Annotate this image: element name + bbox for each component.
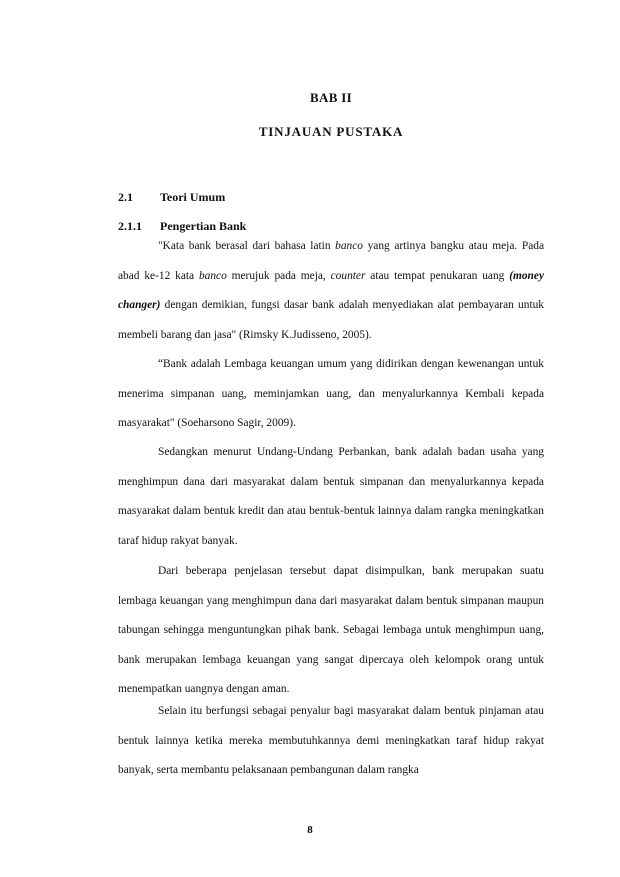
text-run: "Kata bank berasal dari bahasa latin	[158, 240, 336, 252]
section-title: Teori Umum	[160, 190, 226, 204]
text-run: atau tempat penukaran uang	[365, 269, 510, 282]
page-number: 8	[307, 824, 313, 836]
section-heading-2-1	[118, 190, 225, 205]
section-title: Pengertian Bank	[160, 219, 247, 233]
paragraph-bank-function: Selain itu berfungsi sebagai penyalur bagi masyarakat dalam bentuk pinjaman atau bentuk lainnya ketika mereka membutuhkannya demi meningkatkan taraf hidup rakyat banyak, serta membantu pelaksanaan pembangunan dalam rangka	[118, 705, 544, 777]
text-run: dengan demikian, fungsi dasar bank adalah menyediakan alat pembayaran untuk membeli barang dan jasa" (Rimsky K.Judisseno, 2005).	[118, 299, 544, 341]
paragraph-banking-law: Sedangkan menurut Undang-Undang Perbankan, bank adalah badan usaha yang menghimpun dana dari masyarakat dalam bentuk simpanan dan menyalurkannya kepada masyarakat dalam bentuk kredit dan atau bentuk-bentuk lainnya dalam rangka meningkatkan taraf hidup rakyat banyak.	[118, 446, 544, 547]
italic-term: banco	[335, 240, 363, 252]
section-number: 2.1.1	[118, 219, 142, 233]
paragraph-conclusion: Dari beberapa penjelasan tersebut dapat disimpulkan, bank merupakan suatu lembaga keuangan yang menghimpun dana dari masyarakat dalam bentuk simpanan maupun tabungan sehingga menguntungkan pihak bank. Sebagai lembaga untuk menghimpun uang, bank merupakan lembaga keuangan yang sangat dipercaya oleh kelompok orang untuk menempatkan uangnya dengan aman.	[118, 565, 544, 696]
italic-term: banco	[198, 269, 227, 282]
section-number: 2.1	[118, 190, 133, 204]
paragraph-bank-definition-1	[118, 232, 544, 350]
text-run: merujuk pada meja,	[226, 269, 331, 282]
bold-italic-term: (money changer)	[118, 269, 544, 312]
paragraph-bank-definition-2: “Bank adalah Lembaga keuangan umum yang didirikan dengan kewenangan untuk menerima simpanan uang, meminjamkan uang, dan menyalurkannya Kembali kepada masyarakat" (Soeharsono Sagir, 2009).	[118, 358, 544, 430]
chapter-title: TINJAUAN PUSTAKA	[258, 124, 404, 139]
chapter-number: BAB II	[310, 90, 352, 105]
text-run: yang artinya bangku atau meja. Pada abad ke-12 kata	[118, 240, 544, 282]
italic-term: counter	[330, 269, 366, 282]
